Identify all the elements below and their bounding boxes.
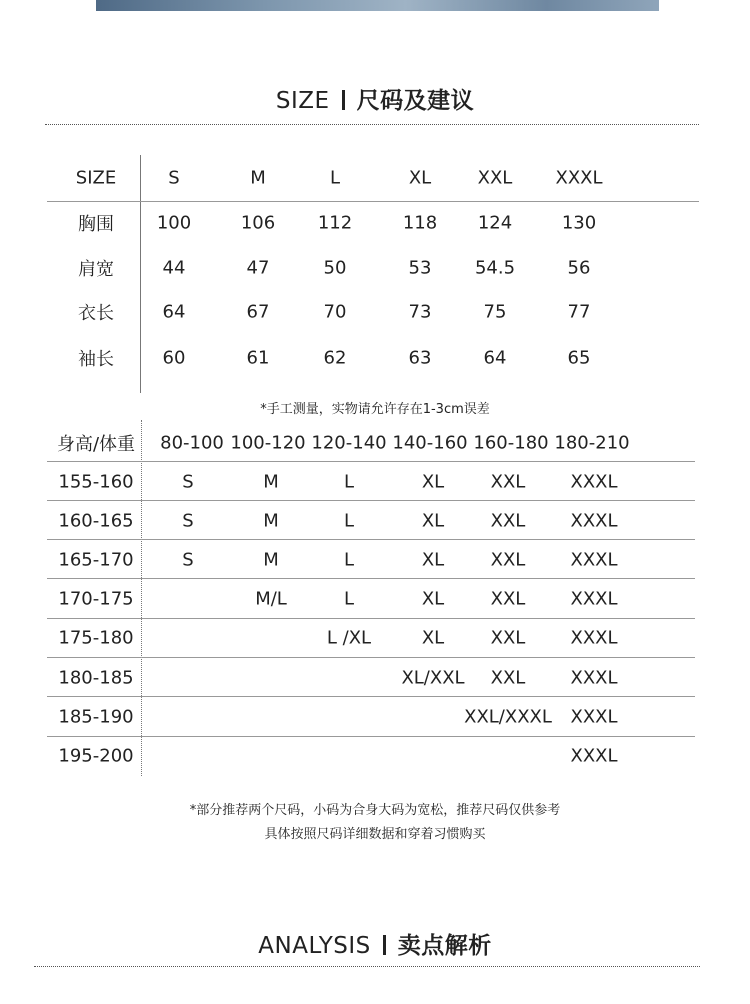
recommended-size-cell: XXXL [570, 471, 618, 493]
measurement-row-label: 胸围 [78, 214, 114, 235]
height-range-label: 175-180 [58, 627, 134, 649]
recommendation-row-divider [47, 539, 695, 540]
recommended-size-cell: XXXL [570, 627, 618, 649]
recommendation-row-divider [47, 657, 695, 658]
measurement-cell: 112 [317, 212, 353, 234]
measurement-cell: 61 [246, 347, 270, 369]
recommended-size-cell: S [182, 510, 194, 532]
size-title-cn: 尺码及建议 [356, 88, 475, 114]
measurement-cell: 106 [240, 212, 276, 234]
measurement-cell: 60 [162, 347, 186, 369]
recommended-size-cell: L [343, 588, 355, 610]
height-range-label: 155-160 [58, 471, 134, 493]
height-range-label: 170-175 [58, 588, 134, 610]
measurement-cell: 53 [408, 257, 432, 279]
recommended-size-cell: L [343, 510, 355, 532]
measurement-cell: 47 [246, 257, 270, 279]
analysis-title-cn: 卖点解析 [397, 933, 492, 959]
weight-range-header: 160-180 [473, 432, 549, 454]
recommended-size-cell: XL [421, 471, 445, 493]
measurement-note: *手工测量，实物请允许存在1-3cm误差 [260, 402, 490, 417]
height-range-label: 180-185 [58, 667, 134, 689]
recommended-size-cell: XXL/XXXL [464, 706, 552, 728]
recommendation-note-line1: *部分推荐两个尺码，小码为合身大码为宽松，推荐尺码仅供参考 [189, 803, 561, 818]
size-header-cell: L [329, 167, 341, 189]
measurement-cell: 77 [567, 301, 591, 323]
measurement-cell: 65 [567, 347, 591, 369]
measurement-cell: 70 [323, 301, 347, 323]
title-separator [383, 935, 386, 955]
size-header-cell: XXL [477, 167, 513, 189]
size-header-label: SIZE [75, 167, 117, 189]
measurement-cell: 56 [567, 257, 591, 279]
recommended-size-cell: XXL [490, 510, 526, 532]
weight-range-header: 120-140 [311, 432, 387, 454]
analysis-title-divider [34, 966, 700, 967]
product-photo-strip [96, 0, 659, 11]
recommended-size-cell: XXXL [570, 745, 618, 767]
measurement-cell: 124 [477, 212, 513, 234]
weight-range-header: 100-120 [230, 432, 306, 454]
measurement-cell: 62 [323, 347, 347, 369]
measurement-cell: 67 [246, 301, 270, 323]
recommended-size-cell: XL [421, 549, 445, 571]
measurement-row-label: 衣长 [78, 303, 114, 324]
measurement-cell: 130 [561, 212, 597, 234]
measurement-cell: 118 [402, 212, 438, 234]
recommended-size-cell: L [343, 471, 355, 493]
height-range-label: 160-165 [58, 510, 134, 532]
weight-range-header: 80-100 [160, 432, 224, 454]
recommendation-row-divider [47, 696, 695, 697]
recommended-size-cell: S [182, 471, 194, 493]
measurement-cell: 73 [408, 301, 432, 323]
measurement-cell: 54.5 [474, 257, 516, 279]
measurement-row-label: 袖长 [78, 349, 114, 370]
recommended-size-cell: XXL [490, 667, 526, 689]
recommended-size-cell: L [343, 549, 355, 571]
weight-range-header: 140-160 [392, 432, 468, 454]
recommendation-row-divider [47, 618, 695, 619]
recommended-size-cell: XXL [490, 549, 526, 571]
recommended-size-cell: XXXL [570, 549, 618, 571]
measurement-cell: 100 [156, 212, 192, 234]
recommended-size-cell: M [263, 549, 279, 571]
measurement-cell: 50 [323, 257, 347, 279]
analysis-section-title [0, 927, 750, 960]
recommended-size-cell: XXL [490, 627, 526, 649]
weight-range-header: 180-210 [554, 432, 630, 454]
size-header-cell: XL [408, 167, 432, 189]
recommendation-row-divider [47, 578, 695, 579]
size-header-cell: S [168, 167, 180, 189]
recommended-size-cell: XXXL [570, 510, 618, 532]
measurement-cell: 64 [162, 301, 186, 323]
recommendation-table-vline [141, 420, 142, 776]
recommendation-row-divider [47, 461, 695, 462]
recommended-size-cell: M/L [255, 588, 287, 610]
size-header-cell: XXXL [555, 167, 603, 189]
measurement-row-label: 肩宽 [78, 259, 114, 280]
title-separator [342, 90, 345, 110]
analysis-title-en: ANALYSIS [258, 933, 371, 959]
size-title-en: SIZE [275, 88, 330, 114]
height-range-label: 195-200 [58, 745, 134, 767]
measurement-cell: 64 [483, 347, 507, 369]
size-title-divider [45, 124, 699, 125]
recommended-size-cell: XL [421, 510, 445, 532]
recommended-size-cell: XXXL [570, 667, 618, 689]
recommended-size-cell: XL/XXL [401, 667, 465, 689]
measurement-cell: 44 [162, 257, 186, 279]
recommendation-row-divider [47, 500, 695, 501]
recommended-size-cell: L /XL [326, 627, 372, 649]
recommended-size-cell: XL [421, 627, 445, 649]
recommended-size-cell: XL [421, 588, 445, 610]
height-weight-header: 身高/体重 [56, 434, 136, 455]
measurement-cell: 63 [408, 347, 432, 369]
recommended-size-cell: M [263, 510, 279, 532]
recommended-size-cell: XXXL [570, 706, 618, 728]
recommendation-row-divider [47, 736, 695, 737]
measurement-cell: 75 [483, 301, 507, 323]
recommendation-note-line2: 具体按照尺码详细数据和穿着习惯购买 [264, 827, 486, 842]
recommended-size-cell: XXL [490, 588, 526, 610]
recommended-size-cell: XXXL [570, 588, 618, 610]
recommended-size-cell: S [182, 549, 194, 571]
size-section-title [0, 82, 750, 115]
height-range-label: 185-190 [58, 706, 134, 728]
recommended-size-cell: XXL [490, 471, 526, 493]
size-header-cell: M [250, 167, 266, 189]
recommended-size-cell: M [263, 471, 279, 493]
height-range-label: 165-170 [58, 549, 134, 571]
measurement-table-hline [47, 201, 699, 202]
measurement-table-vline [140, 155, 141, 393]
